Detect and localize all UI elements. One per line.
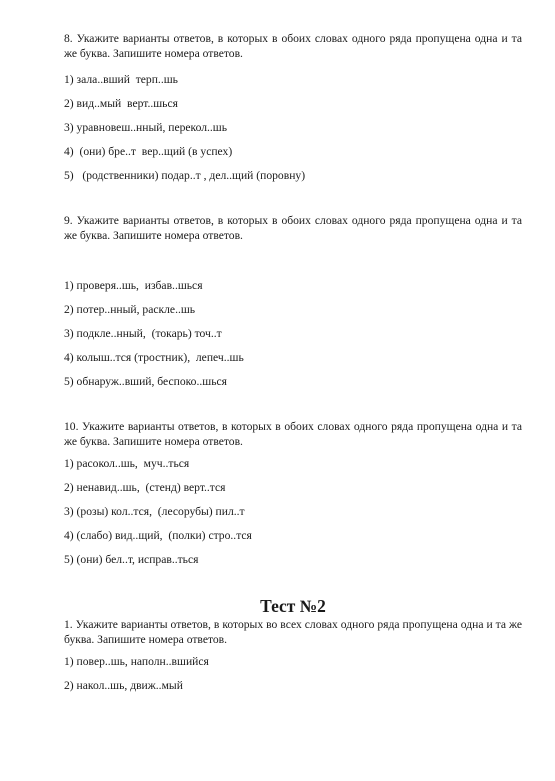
section-heading: Тест №2	[260, 596, 326, 616]
document-page	[64, 32, 522, 698]
answer-options	[64, 452, 522, 572]
answer-options	[64, 274, 522, 394]
question-block-10	[64, 420, 522, 572]
answer-option: 2) вид..мый верт..шься	[64, 97, 178, 110]
answer-option: 2) ненавид..шь, (стенд) верт..тся	[64, 481, 226, 494]
test-section	[64, 596, 522, 698]
answer-option: 4) (они) бре..т вер..щий (в успех)	[64, 145, 233, 158]
answer-options	[64, 650, 522, 698]
answer-option: 5) (родственники) подар..т , дел..щий (поровну)	[64, 169, 306, 182]
answer-option: 3) уравновеш..нный, перекол..шь	[64, 121, 228, 134]
answer-option: 1) зала..вший терп..шь	[64, 73, 178, 86]
question-text: 10. Укажите варианты ответов, в которых в обоих словах одного ряда пропущена одна и та же буква. Запишите номера ответов.	[64, 420, 522, 448]
question-text: 1. Укажите варианты ответов, в которых во всех словах одного ряда пропущена одна и та же буква. Запишите номера ответов.	[64, 618, 522, 646]
question-text: 9. Укажите варианты ответов, в которых в обоих словах одного ряда пропущена одна и та же буква. Запишите номера ответов.	[64, 214, 522, 242]
answer-option: 3) подкле..нный, (токарь) точ..т	[64, 327, 222, 340]
answer-option: 2) накол..шь, движ..мый	[64, 679, 183, 692]
answer-option: 1) проверя..шь, избав..шься	[64, 279, 203, 292]
answer-option: 3) (розы) кол..тся, (лесорубы) пил..т	[64, 505, 245, 518]
answer-option: 4) колыш..тся (тростник), лепеч..шь	[64, 351, 244, 364]
answer-option: 1) повер..шь, наполн..вшийся	[64, 655, 209, 668]
answer-option: 1) расокол..шь, муч..ться	[64, 457, 190, 470]
question-text: 8. Укажите варианты ответов, в которых в обоих словах одного ряда пропущена одна и та же буква. Запишите номера ответов.	[64, 32, 522, 60]
answer-option: 4) (слабо) вид..щий, (полки) стро..тся	[64, 529, 252, 542]
answer-option: 5) (они) бел..т, исправ..ться	[64, 553, 199, 566]
answer-options	[64, 68, 522, 188]
answer-option: 5) обнаруж..вший, беспоко..шься	[64, 375, 227, 388]
question-block-8	[64, 32, 522, 188]
question-block-9	[64, 214, 522, 394]
answer-option: 2) потер..нный, раскле..шь	[64, 303, 196, 316]
